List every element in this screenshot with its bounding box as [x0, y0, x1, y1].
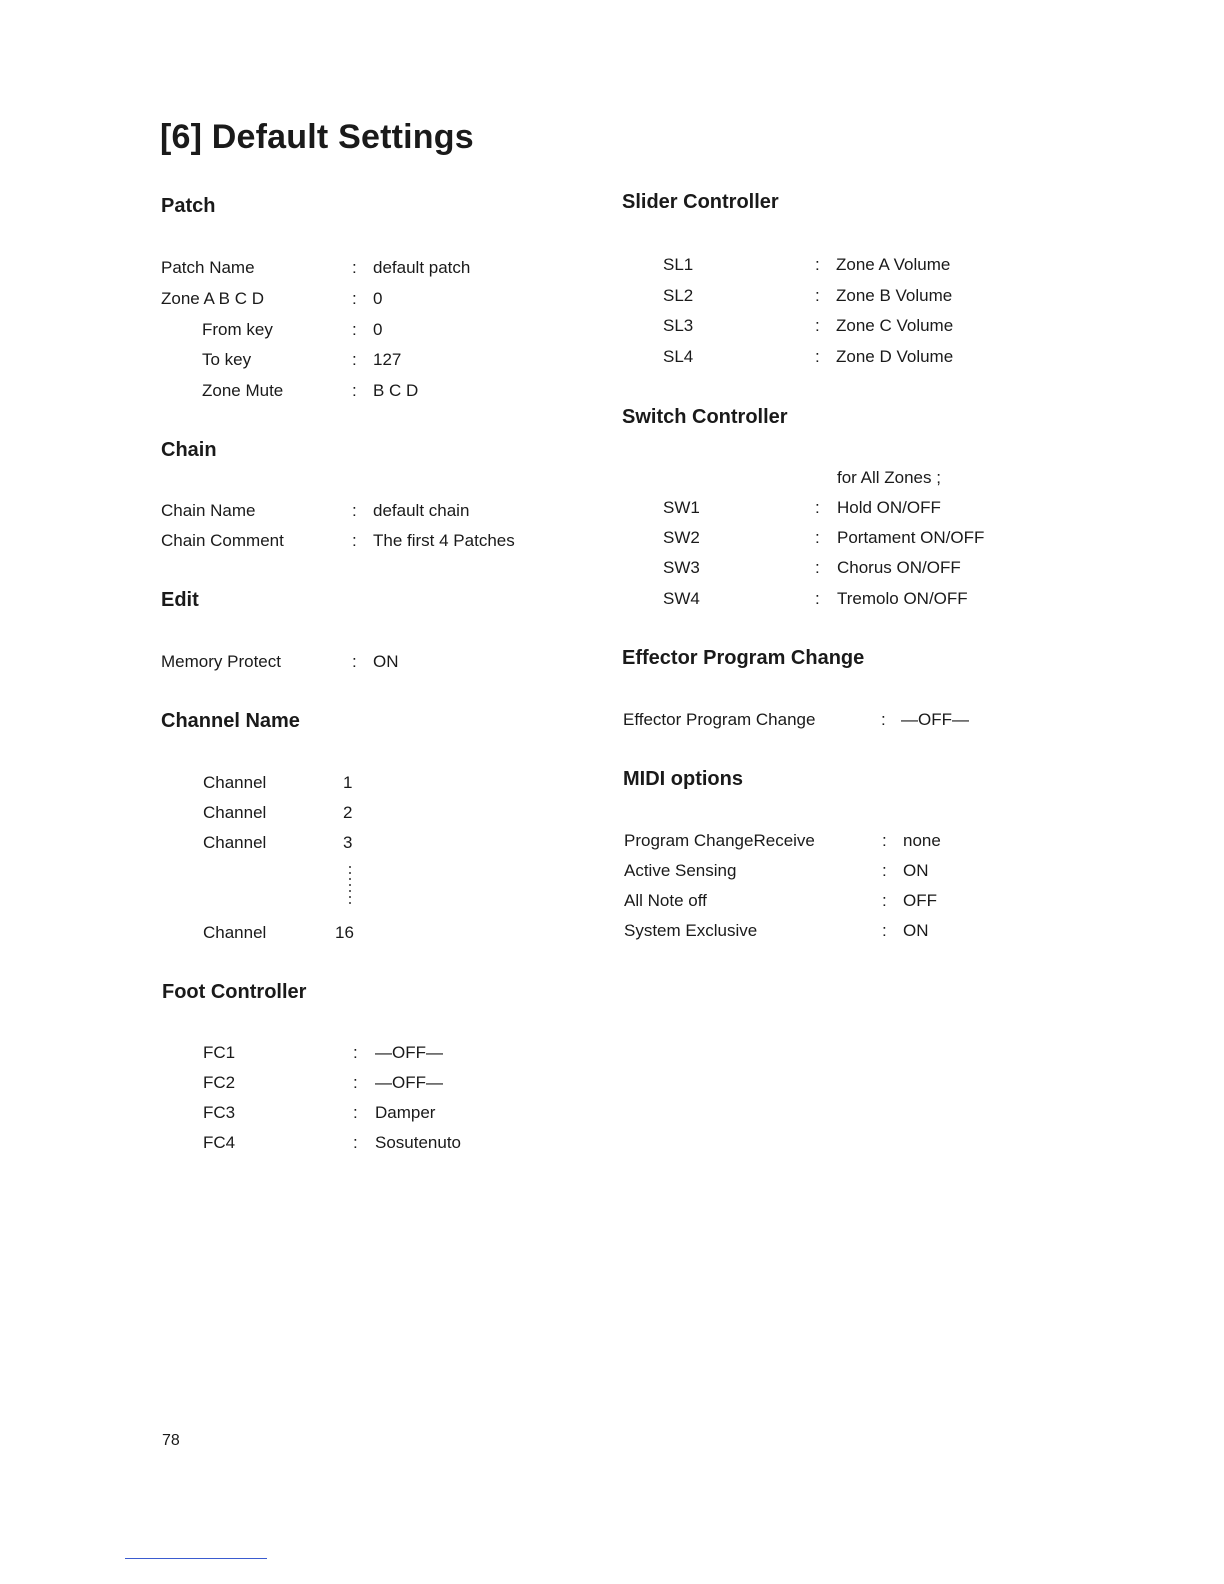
- section-heading-foot-controller: Foot Controller: [162, 981, 307, 1003]
- section-heading-midi-options: MIDI options: [623, 768, 743, 790]
- setting-label: SW1: [663, 498, 700, 517]
- setting-label: Program ChangeReceive: [624, 831, 815, 850]
- separator-colon: :: [352, 381, 357, 400]
- setting-value: 0: [373, 289, 383, 308]
- section-heading-channel-name: Channel Name: [161, 710, 300, 732]
- separator-colon: :: [353, 1103, 358, 1122]
- setting-value: —OFF—: [375, 1043, 443, 1062]
- setting-value: Sosutenuto: [375, 1133, 462, 1152]
- separator-colon: :: [353, 1133, 358, 1152]
- setting-value: Zone C Volume: [836, 316, 954, 335]
- setting-value: —OFF—: [375, 1073, 443, 1092]
- separator-colon: :: [353, 1073, 358, 1092]
- setting-label: Zone A B C D: [161, 289, 264, 308]
- separator-colon: :: [815, 498, 820, 517]
- channel-label: Channel: [203, 773, 267, 792]
- setting-value: Tremolo ON/OFF: [837, 589, 968, 608]
- setting-label: SW2: [663, 528, 700, 547]
- setting-value: Zone D Volume: [836, 347, 954, 366]
- separator-colon: :: [353, 1043, 358, 1062]
- separator-colon: :: [882, 891, 887, 910]
- setting-label: FC2: [203, 1073, 236, 1092]
- separator-colon: :: [352, 350, 357, 369]
- setting-value: 127: [373, 350, 402, 369]
- separator-colon: :: [815, 589, 820, 608]
- setting-value: —OFF—: [901, 710, 969, 729]
- setting-value: default patch: [373, 258, 471, 277]
- section-heading-edit: Edit: [161, 589, 199, 611]
- separator-colon: :: [815, 558, 820, 577]
- separator-colon: :: [352, 320, 357, 339]
- switch-note: for All Zones ;: [837, 468, 941, 487]
- section-heading-effector: Effector Program Change: [622, 647, 865, 669]
- section-heading-patch: Patch: [161, 195, 216, 217]
- separator-colon: :: [882, 861, 887, 880]
- setting-label: SL1: [663, 255, 694, 274]
- separator-colon: :: [815, 347, 820, 366]
- setting-value: Portament ON/OFF: [837, 528, 985, 547]
- page-number: 78: [162, 1432, 180, 1449]
- channel-number: 3: [343, 833, 353, 852]
- setting-label: System Exclusive: [624, 921, 758, 940]
- section-heading-slider-controller: Slider Controller: [622, 191, 779, 213]
- separator-colon: :: [352, 652, 357, 671]
- scan-divider: [125, 1558, 267, 1559]
- section-heading-switch-controller: Switch Controller: [622, 406, 788, 428]
- section-heading-chain: Chain: [161, 439, 217, 461]
- setting-label: SL4: [663, 347, 694, 366]
- setting-label: FC4: [203, 1133, 236, 1152]
- setting-value: Hold ON/OFF: [837, 498, 941, 517]
- separator-colon: :: [352, 289, 357, 308]
- separator-colon: :: [352, 258, 357, 277]
- channel-number: 2: [343, 803, 353, 822]
- setting-value: 0: [373, 320, 383, 339]
- setting-value: B C D: [373, 381, 419, 400]
- setting-label: FC1: [203, 1043, 236, 1062]
- setting-label: Effector Program Change: [623, 710, 816, 729]
- setting-label: FC3: [203, 1103, 236, 1122]
- separator-colon: :: [352, 501, 357, 520]
- setting-value: Damper: [375, 1103, 436, 1122]
- setting-label: Chain Name: [161, 501, 256, 520]
- setting-value: Zone A Volume: [836, 255, 951, 274]
- channel-number: 1: [343, 773, 353, 792]
- separator-colon: :: [882, 921, 887, 940]
- setting-label: Memory Protect: [161, 652, 281, 671]
- channel-number: 16: [335, 923, 354, 942]
- setting-value: Zone B Volume: [836, 286, 953, 305]
- setting-value: ON: [903, 861, 929, 880]
- setting-label: Patch Name: [161, 258, 255, 277]
- channel-label: Channel: [203, 833, 267, 852]
- setting-label: SW4: [663, 589, 700, 608]
- setting-label: SL2: [663, 286, 694, 305]
- separator-colon: :: [815, 255, 820, 274]
- setting-label: To key: [202, 350, 252, 369]
- separator-colon: :: [352, 531, 357, 550]
- setting-value: ON: [373, 652, 399, 671]
- separator-colon: :: [881, 710, 886, 729]
- setting-label: SW3: [663, 558, 700, 577]
- channel-label: Channel: [203, 923, 267, 942]
- setting-value: none: [903, 831, 941, 850]
- setting-value: The first 4 Patches: [373, 531, 515, 550]
- separator-colon: :: [815, 316, 820, 335]
- setting-label: From key: [202, 320, 273, 339]
- setting-label: Active Sensing: [624, 861, 737, 880]
- separator-colon: :: [815, 528, 820, 547]
- page-title: [6] Default Settings: [160, 118, 474, 156]
- setting-value: ON: [903, 921, 929, 940]
- separator-colon: :: [882, 831, 887, 850]
- setting-value: Chorus ON/OFF: [837, 558, 961, 577]
- vertical-ellipsis: [348, 866, 352, 908]
- setting-label: SL3: [663, 316, 694, 335]
- setting-value: OFF: [903, 891, 937, 910]
- setting-label: Zone Mute: [202, 381, 284, 400]
- channel-label: Channel: [203, 803, 267, 822]
- setting-label: Chain Comment: [161, 531, 284, 550]
- setting-value: default chain: [373, 501, 470, 520]
- setting-label: All Note off: [624, 891, 707, 910]
- separator-colon: :: [815, 286, 820, 305]
